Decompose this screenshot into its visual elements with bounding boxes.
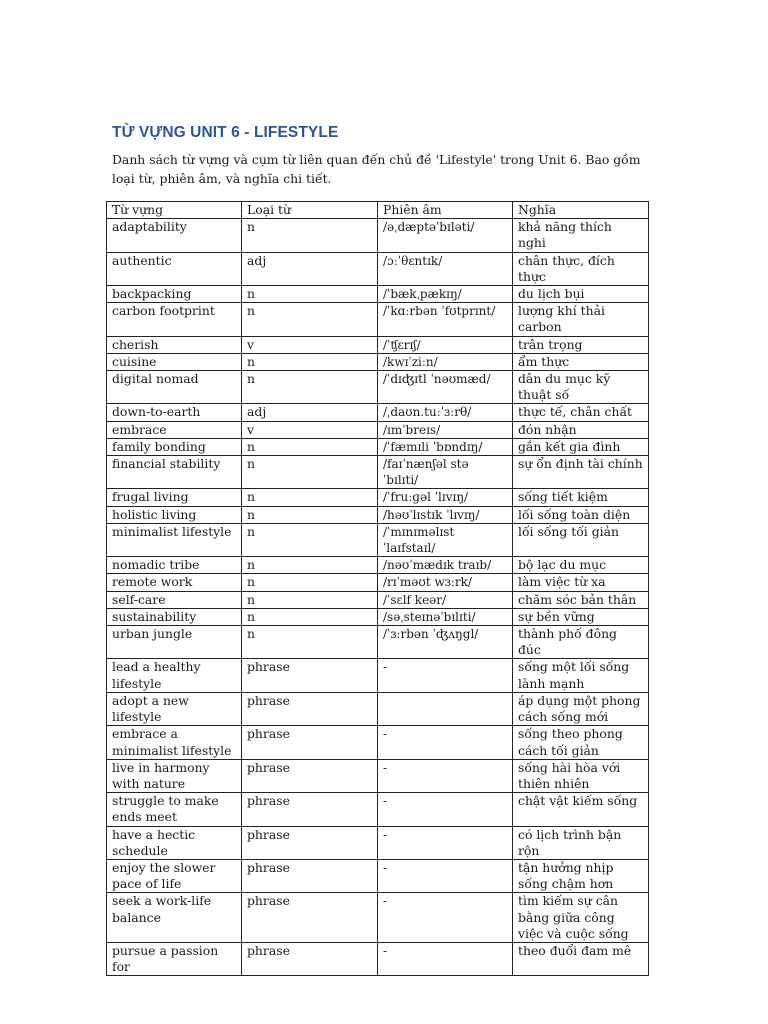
cell-meaning: có lịch trình bận rộn xyxy=(513,826,649,859)
table-row xyxy=(107,557,649,574)
table-row xyxy=(107,404,649,421)
cell-word: enjoy the slower pace of life xyxy=(107,859,242,892)
cell-word: adopt a new lifestyle xyxy=(107,692,242,725)
cell-pronunciation: /ˈɜːrbən ˈʤʌŋgl/ xyxy=(378,626,513,659)
cell-meaning: tận hưởng nhịp sống chậm hơn xyxy=(513,859,649,892)
cell-pronunciation: /əˌdæptəˈbɪləti/ xyxy=(378,219,513,252)
cell-word-type: n xyxy=(242,608,378,625)
table-row xyxy=(107,438,649,455)
table-row xyxy=(107,793,649,826)
cell-word: seek a work-life balance xyxy=(107,893,242,943)
cell-word-type: n xyxy=(242,353,378,370)
cell-word: digital nomad xyxy=(107,371,242,404)
cell-meaning: sống theo phong cách tối giản xyxy=(513,726,649,759)
cell-word: nomadic tribe xyxy=(107,557,242,574)
cell-word-type: n xyxy=(242,286,378,303)
cell-meaning: trân trọng xyxy=(513,336,649,353)
cell-pronunciation: /ˈsɛlf keər/ xyxy=(378,591,513,608)
cell-word: struggle to make ends meet xyxy=(107,793,242,826)
cell-word-type: adj xyxy=(242,404,378,421)
table-row xyxy=(107,219,649,252)
cell-word: down-to-earth xyxy=(107,404,242,421)
table-row xyxy=(107,826,649,859)
table-row xyxy=(107,523,649,556)
table-row xyxy=(107,608,649,625)
cell-word: adaptability xyxy=(107,219,242,252)
table-row xyxy=(107,489,649,506)
cell-pronunciation: /ˈkɑːrbən ˈfʊtprɪnt/ xyxy=(378,303,513,336)
cell-pronunciation: /səˌsteɪnəˈbɪlɪti/ xyxy=(378,608,513,625)
cell-word-type: n xyxy=(242,371,378,404)
table-row xyxy=(107,692,649,725)
cell-word: backpacking xyxy=(107,286,242,303)
cell-word: cherish xyxy=(107,336,242,353)
cell-pronunciation: /nəʊˈmædɪk traɪb/ xyxy=(378,557,513,574)
table-row xyxy=(107,303,649,336)
cell-word: lead a healthy lifestyle xyxy=(107,659,242,692)
cell-word: carbon footprint xyxy=(107,303,242,336)
table-row xyxy=(107,286,649,303)
cell-meaning: thành phố đông đúc xyxy=(513,626,649,659)
cell-word-type: phrase xyxy=(242,659,378,692)
table-row xyxy=(107,506,649,523)
cell-pronunciation: - xyxy=(378,726,513,759)
cell-meaning: gắn kết gia đình xyxy=(513,438,649,455)
cell-pronunciation: /həʊˈlɪstɪk ˈlɪvɪŋ/ xyxy=(378,506,513,523)
document-page xyxy=(112,124,662,975)
cell-pronunciation: - xyxy=(378,659,513,692)
cell-meaning: đón nhận xyxy=(513,421,649,438)
table-row xyxy=(107,859,649,892)
cell-word-type: adj xyxy=(242,252,378,285)
cell-word-type: phrase xyxy=(242,759,378,792)
cell-pronunciation: /ˈfruːɡəl ˈlɪvɪŋ/ xyxy=(378,489,513,506)
table-row xyxy=(107,759,649,792)
cell-word: pursue a passion for xyxy=(107,942,242,975)
cell-word: minimalist lifestyle xyxy=(107,523,242,556)
cell-word-type: n xyxy=(242,303,378,336)
cell-word: holistic living xyxy=(107,506,242,523)
cell-meaning: áp dụng một phong cách sống mới xyxy=(513,692,649,725)
table-row xyxy=(107,336,649,353)
cell-meaning: làm việc từ xa xyxy=(513,574,649,591)
cell-word-type: n xyxy=(242,523,378,556)
document-intro: Danh sách từ vựng và cụm từ liên quan đến chủ đề 'Lifestyle' trong Unit 6. Bao gồm loại từ, phiên âm, và nghĩa chi tiết. xyxy=(112,152,641,186)
cell-word: cuisine xyxy=(107,353,242,370)
cell-meaning: du lịch bụi xyxy=(513,286,649,303)
cell-word-type: phrase xyxy=(242,826,378,859)
cell-word-type: phrase xyxy=(242,942,378,975)
cell-meaning: theo đuổi đam mê xyxy=(513,942,649,975)
cell-pronunciation: /rɪˈməʊt wɜːrk/ xyxy=(378,574,513,591)
cell-word-type: n xyxy=(242,489,378,506)
cell-meaning: dân du mục kỹ thuật số xyxy=(513,371,649,404)
cell-word: embrace xyxy=(107,421,242,438)
cell-meaning: sống tiết kiệm xyxy=(513,489,649,506)
cell-pronunciation: /kwɪˈziːn/ xyxy=(378,353,513,370)
cell-pronunciation: - xyxy=(378,759,513,792)
cell-word: live in harmony with nature xyxy=(107,759,242,792)
cell-pronunciation: - xyxy=(378,826,513,859)
cell-pronunciation: /ˈdɪʤɪtl ˈnəʊmæd/ xyxy=(378,371,513,404)
table-header-row xyxy=(107,202,649,219)
cell-pronunciation: /ˈbækˌpækɪŋ/ xyxy=(378,286,513,303)
cell-pronunciation: /ˈʧɛrɪʃ/ xyxy=(378,336,513,353)
cell-pronunciation: /ˈmɪnɪməlɪst ˈlaɪfstaɪl/ xyxy=(378,523,513,556)
cell-word-type: v xyxy=(242,421,378,438)
header-word-type: Loại từ xyxy=(242,202,378,219)
document-title: TỪ VỰNG UNIT 6 - LIFESTYLE xyxy=(112,124,339,141)
cell-word: frugal living xyxy=(107,489,242,506)
header-word: Từ vựng xyxy=(107,202,242,219)
header-meaning: Nghĩa xyxy=(513,202,649,219)
cell-word-type: phrase xyxy=(242,726,378,759)
table-row xyxy=(107,574,649,591)
cell-meaning: sự bền vững xyxy=(513,608,649,625)
cell-pronunciation: - xyxy=(378,859,513,892)
cell-word-type: n xyxy=(242,219,378,252)
cell-meaning: lối sống tối giản xyxy=(513,523,649,556)
cell-meaning: thực tế, chân chất xyxy=(513,404,649,421)
cell-pronunciation: - xyxy=(378,793,513,826)
cell-meaning: chân thực, đích thực xyxy=(513,252,649,285)
table-row xyxy=(107,353,649,370)
cell-meaning: chật vật kiếm sống xyxy=(513,793,649,826)
cell-word-type: n xyxy=(242,456,378,489)
cell-word: authentic xyxy=(107,252,242,285)
cell-word-type: phrase xyxy=(242,692,378,725)
cell-meaning: khả năng thích nghi xyxy=(513,219,649,252)
cell-meaning: lượng khí thải carbon xyxy=(513,303,649,336)
cell-pronunciation: - xyxy=(378,893,513,943)
cell-word-type: v xyxy=(242,336,378,353)
cell-word-type: phrase xyxy=(242,793,378,826)
table-row xyxy=(107,659,649,692)
cell-word: self-care xyxy=(107,591,242,608)
cell-meaning: lối sống toàn diện xyxy=(513,506,649,523)
vocabulary-table-body xyxy=(107,219,649,976)
table-row xyxy=(107,893,649,943)
table-row xyxy=(107,421,649,438)
cell-word: have a hectic schedule xyxy=(107,826,242,859)
cell-pronunciation xyxy=(378,692,513,725)
cell-word-type: phrase xyxy=(242,893,378,943)
cell-word-type: phrase xyxy=(242,859,378,892)
table-row xyxy=(107,252,649,285)
table-row xyxy=(107,371,649,404)
cell-meaning: bộ lạc du mục xyxy=(513,557,649,574)
cell-pronunciation: /ˈfæmɪli ˈbɒndɪŋ/ xyxy=(378,438,513,455)
cell-word-type: n xyxy=(242,557,378,574)
cell-meaning: ẩm thực xyxy=(513,353,649,370)
cell-meaning: sự ổn định tài chính xyxy=(513,456,649,489)
table-row xyxy=(107,456,649,489)
cell-meaning: chăm sóc bản thân xyxy=(513,591,649,608)
cell-word-type: n xyxy=(242,438,378,455)
cell-pronunciation: /ɪmˈbreɪs/ xyxy=(378,421,513,438)
cell-pronunciation: - xyxy=(378,942,513,975)
cell-pronunciation: /ɔːˈθɛntɪk/ xyxy=(378,252,513,285)
cell-word: financial stability xyxy=(107,456,242,489)
cell-word: family bonding xyxy=(107,438,242,455)
cell-pronunciation: /faɪˈnænʃəl stə ˈbɪlɪti/ xyxy=(378,456,513,489)
cell-meaning: sống một lối sống lành mạnh xyxy=(513,659,649,692)
cell-pronunciation: /ˌdaʊn.tuːˈɜːrθ/ xyxy=(378,404,513,421)
table-row xyxy=(107,726,649,759)
cell-meaning: tìm kiếm sự cân bằng giữa công việc và cuộc sống xyxy=(513,893,649,943)
table-row xyxy=(107,626,649,659)
cell-word: sustainability xyxy=(107,608,242,625)
cell-word-type: n xyxy=(242,591,378,608)
vocabulary-table xyxy=(106,201,649,976)
cell-word: remote work xyxy=(107,574,242,591)
cell-word-type: n xyxy=(242,626,378,659)
cell-meaning: sống hài hòa với thiên nhiên xyxy=(513,759,649,792)
cell-word: urban jungle xyxy=(107,626,242,659)
header-pronunciation: Phiên âm xyxy=(378,202,513,219)
cell-word: embrace a minimalist lifestyle xyxy=(107,726,242,759)
cell-word-type: n xyxy=(242,574,378,591)
table-row xyxy=(107,591,649,608)
table-row xyxy=(107,942,649,975)
cell-word-type: n xyxy=(242,506,378,523)
